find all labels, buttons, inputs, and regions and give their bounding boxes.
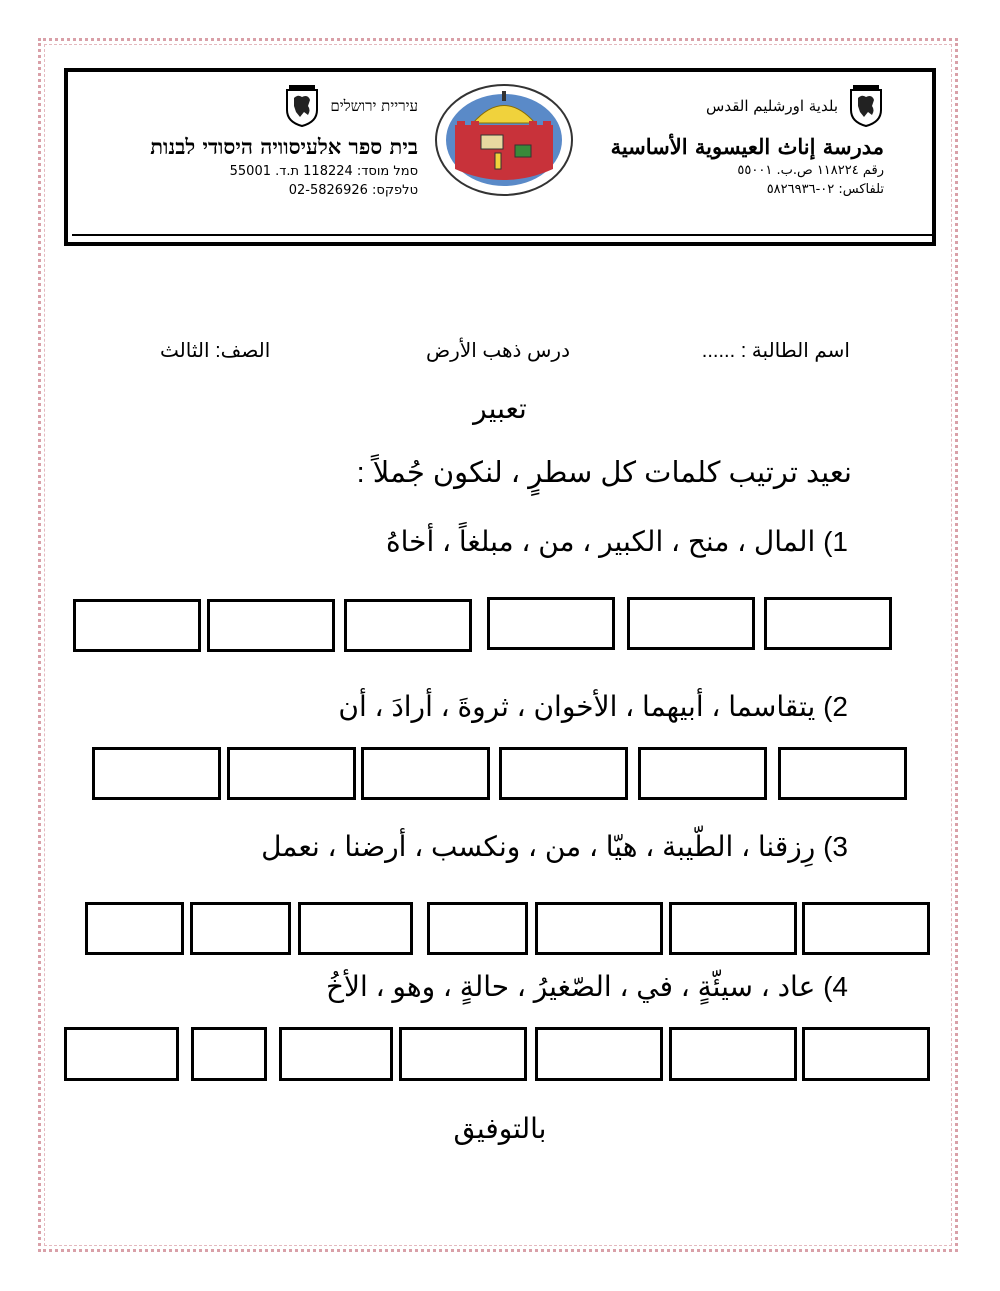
answer-box[interactable] [190,902,291,955]
lesson-label: درس ذهب الأرض [426,340,570,362]
question-1 [386,525,848,558]
instruction-text: نعيد ترتيب كلمات كل سطرٍ ، لنكون جُملاً : [356,457,852,489]
hebrew-number-line: סמל מוסד: 118224 ת.ד. 55001 [229,164,418,179]
student-name-label: اسم الطالبة : ...... [701,340,850,362]
answer-box[interactable] [535,902,663,955]
worksheet-title: تعبير [473,393,527,424]
answer-box[interactable] [73,599,201,652]
question-number: 2) [823,691,848,722]
answer-box[interactable] [279,1027,393,1081]
answer-box[interactable] [85,902,184,955]
answer-box[interactable] [778,747,907,800]
hebrew-city-name: עיריית ירושלים [330,96,418,115]
question-number: 1) [823,526,848,557]
hebrew-fax-line: טלפקס: 02-5826926 [288,183,418,198]
question-4 [326,970,848,1003]
letterhead-rule [72,234,934,236]
answer-box[interactable] [92,747,221,800]
question-words: يتقاسما ، أبيهما ، الأخوان ، ثروةَ ، أرادَ ، أن [338,691,816,722]
question-words: عاد ، سيئّةٍ ، في ، الصّغيرُ ، حالةٍ ، وهو ، الأخُ [325,971,816,1002]
arabic-fax-line: تلفاكس: ٠٢-٥٨٢٦٩٣٦ [766,182,884,197]
question-words: رِزقنا ، الطّيبة ، هيّا ، من ، ونكسب ، أرضنا ، نعمل [261,831,816,862]
answer-box[interactable] [227,747,356,800]
jerusalem-crest-icon [848,84,884,128]
answer-box[interactable] [399,1027,527,1081]
arabic-number-line: رقم ١١٨٢٢٤ ص.ب. ٥٥٠٠١ [737,163,884,178]
answer-box[interactable] [627,597,755,650]
answer-box[interactable] [344,599,472,652]
answer-box[interactable] [427,902,528,955]
closing-text: بالتوفيق [453,1113,547,1144]
arabic-city-name: بلدية اورشليم القدس [706,97,838,115]
hebrew-school-name: בית ספר אלעיסוויה היסודי לבנות [150,134,418,159]
question-number: 3) [823,831,848,862]
answer-box[interactable] [638,747,767,800]
answer-box[interactable] [191,1027,267,1081]
question-number: 4) [823,971,848,1002]
question-3 [261,830,848,863]
grade-label: الصف: الثالث [160,340,271,362]
answer-box[interactable] [298,902,413,955]
answer-box[interactable] [207,599,335,652]
arabic-school-name: مدرسة إناث العيسوية الأساسية [610,134,884,159]
letterhead-arabic [584,84,884,197]
answer-box[interactable] [64,1027,179,1081]
answer-box[interactable] [535,1027,663,1081]
letterhead-hebrew [118,84,418,198]
answer-box[interactable] [499,747,628,800]
answer-box[interactable] [361,747,490,800]
question-words: المال ، منح ، الكبير ، من ، مبلغاً ، أخاهُ [385,526,816,557]
answer-box[interactable] [487,597,615,650]
answer-box[interactable] [669,1027,797,1081]
school-logo-icon [433,83,575,197]
answer-box[interactable] [802,902,930,955]
answer-box[interactable] [802,1027,930,1081]
answer-box[interactable] [669,902,797,955]
jerusalem-crest-icon [284,84,320,128]
question-2 [338,690,848,723]
answer-box[interactable] [764,597,892,650]
